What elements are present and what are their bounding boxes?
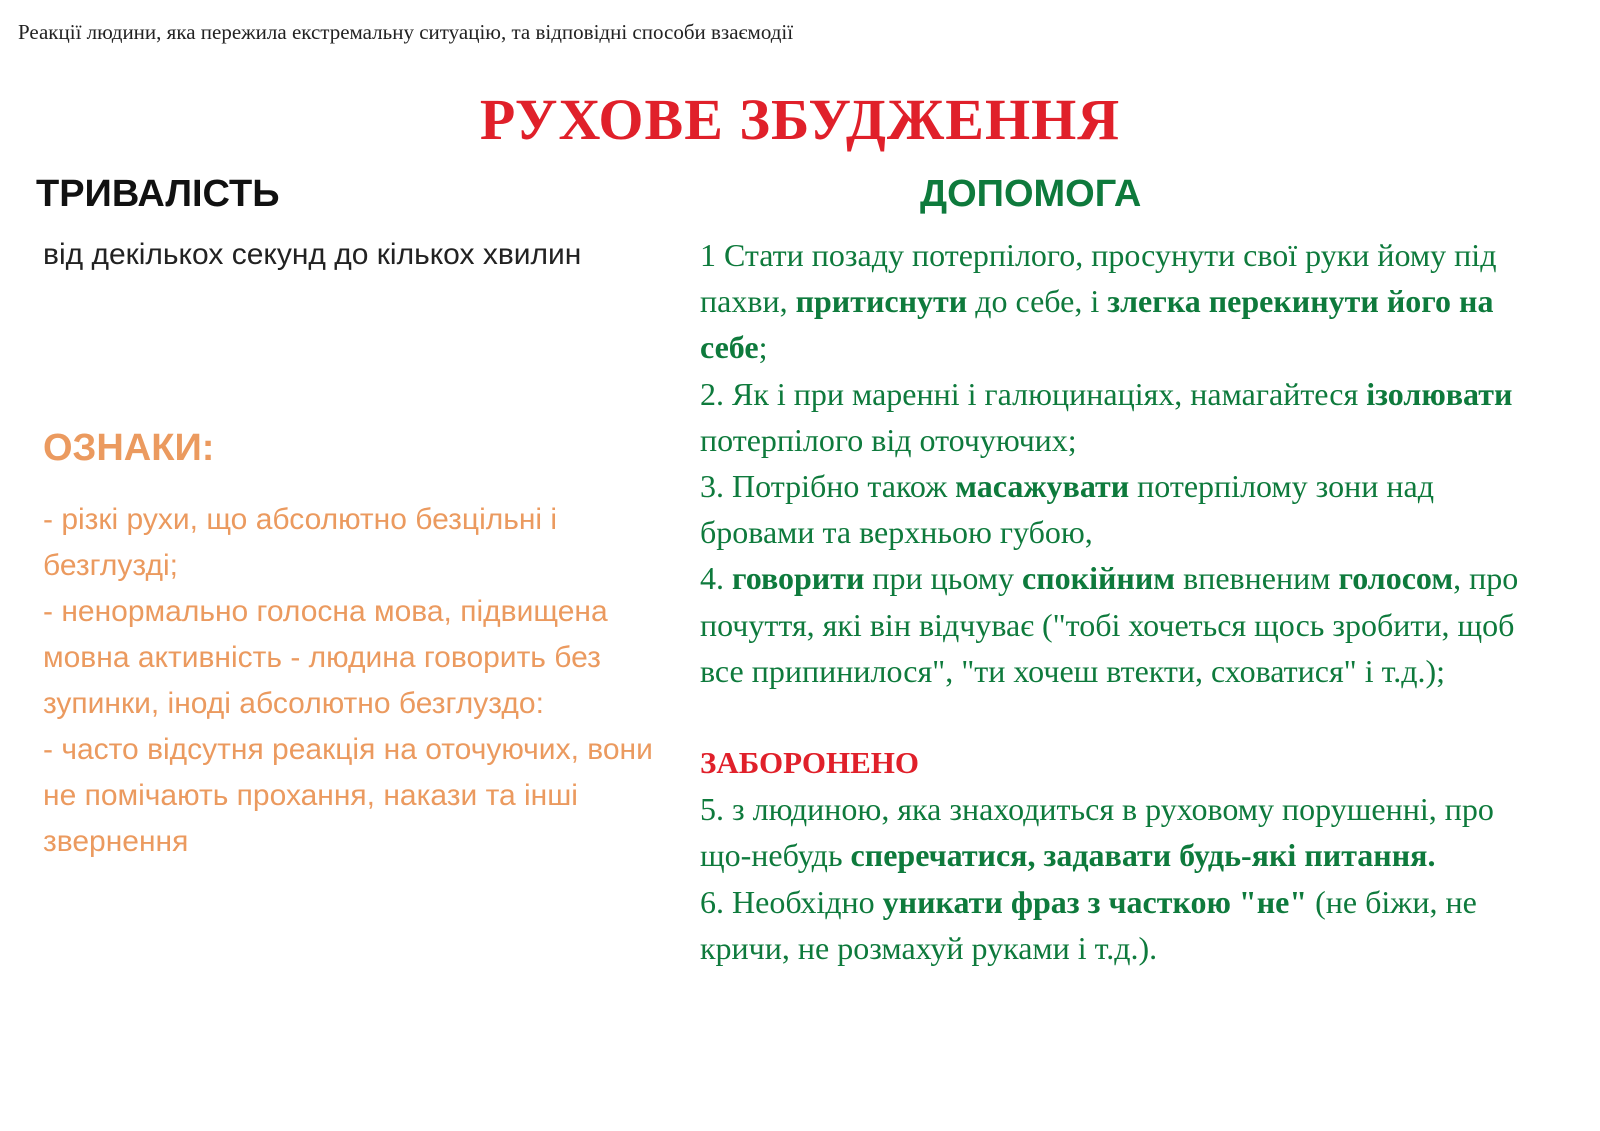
body-text: 5. з людиною, яка знаходиться в руховому порушенні, про що-небудь xyxy=(700,791,1494,874)
body-text: потерпілому зони над бровами та верхньою губою, xyxy=(700,468,1434,551)
emphasis-text: спокійним xyxy=(1022,560,1176,597)
document-header: Реакції людини, яка пережила екстремальну ситуацію, та відповідні способи взаємодії xyxy=(18,20,794,44)
help-section xyxy=(700,232,1540,971)
section-spacer xyxy=(700,694,1540,740)
forbidden-item xyxy=(700,786,1540,878)
signs-list xyxy=(43,497,653,865)
help-item xyxy=(700,232,1540,371)
help-item xyxy=(700,555,1540,694)
emphasis-text: говорити xyxy=(732,560,865,597)
forbidden-item xyxy=(700,879,1540,971)
emphasis-text: масажувати xyxy=(955,468,1130,505)
body-text: 4. xyxy=(700,560,732,597)
page-title: РУХОВЕ ЗБУДЖЕННЯ xyxy=(479,87,1121,152)
emphasis-text: голосом xyxy=(1338,560,1454,597)
duration-section xyxy=(34,170,654,278)
body-text: (не біжи, не кричи, не розмахуй руками і т.д.). xyxy=(700,883,1477,966)
emphasis-text: злегка перекинути його на себе xyxy=(700,283,1494,366)
duration-text: від декількох секунд до кількох хвилин xyxy=(43,238,582,271)
sign-item: - ненормально голосна мова, підвищена мовна активність - людина говорить без зупинки, іноді абсолютно безглуздо: xyxy=(43,595,608,720)
body-text: впевненим xyxy=(1175,560,1339,597)
help-heading: ДОПОМОГА xyxy=(920,173,1142,215)
help-item xyxy=(700,463,1540,555)
emphasis-text: сперечатися, задавати будь-які питання. xyxy=(850,837,1436,874)
body-text: до себе, і xyxy=(967,283,1108,320)
body-text: при цьому xyxy=(864,560,1022,597)
emphasis-text: уникати фраз з часткою "не" xyxy=(882,883,1308,920)
signs-heading: ОЗНАКИ: xyxy=(43,427,215,469)
body-text: 2. Як і при мареннi і галюцинаціях, намагайтеся xyxy=(700,375,1367,412)
body-text: 6. Необхідно xyxy=(700,883,883,920)
sign-item: - різкі рухи, що абсолютно безцільні і безглузді; xyxy=(43,503,558,582)
emphasis-text: притиснути xyxy=(795,283,968,320)
body-text: ; xyxy=(758,329,768,366)
help-item xyxy=(700,371,1540,463)
body-text: 3. Потрібно також xyxy=(700,468,956,505)
sign-item: - часто відсутня реакція на оточуючих, вони не помічають прохання, накази та інші звернення xyxy=(43,733,653,858)
body-text: 1 Стати позаду потерпілого, просунути свої руки йому під пахви, xyxy=(700,237,1497,320)
body-text: потерпілого від оточуючих; xyxy=(700,421,1077,458)
body-text: , про почуття, які він відчуває ("тобі хочеться щось зробити, щоб все припинилося", "ти хочеш втекти, сховатися" і т.д.); xyxy=(700,560,1519,689)
duration-heading: ТРИВАЛІСТЬ xyxy=(36,173,280,215)
forbidden-heading: ЗАБОРОНЕНО xyxy=(700,745,920,781)
emphasis-text: ізолювати xyxy=(1366,375,1513,412)
